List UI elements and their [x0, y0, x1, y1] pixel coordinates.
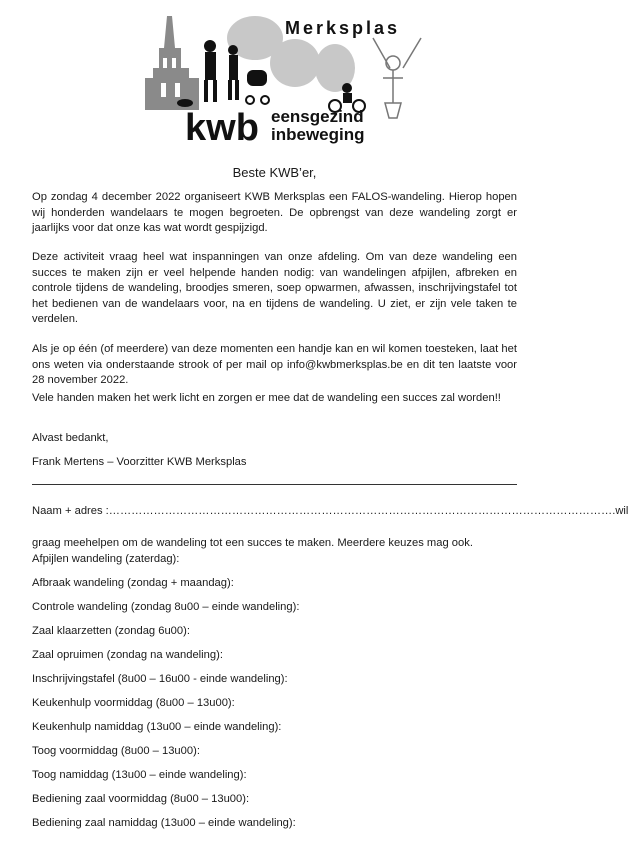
option-afbraak[interactable]: Afbraak wandeling (zondag + maandag):: [32, 577, 234, 589]
cut-line: [32, 484, 517, 485]
paragraph-intro: Op zondag 4 december 2022 organiseert KWB Merksplas een FALOS-wandeling. Hierop hopen wij honderden wandelaars te mogen begroeten. De opbrengst van deze wandeling zorgt er jaarlijks voor dat onze kas wat wordt gespijzigd.: [32, 191, 517, 234]
church-illustration: [145, 16, 199, 110]
paragraph-closing: Vele handen maken het werk licht en zorgen er mee dat de wandeling een succes zal worden!!: [32, 392, 501, 404]
name-address-field[interactable]: Naam + adres :……………………………………………………………………………………………………………………….wil: [32, 505, 628, 517]
option-keukenhulp-namiddag[interactable]: Keukenhulp namiddag (13u00 – einde wandeling):: [32, 721, 282, 733]
help-text: graag meehelpen om de wandeling tot een succes te maken. Meerdere keuzes mag ook.: [32, 537, 473, 549]
option-zaal-klaarzetten[interactable]: Zaal klaarzetten (zondag 6u00):: [32, 625, 190, 637]
option-bediening-namiddag[interactable]: Bediening zaal namiddag (13u00 – einde wandeling):: [32, 817, 296, 829]
logo-tag1: eensgezind: [271, 107, 364, 126]
paragraph-activity: Deze activiteit vraag heel wat inspanningen van onze afdeling. Om van deze wandeling een succes te maken zijn er veel helpende handen nodig: van wandelingen afpijlen, afbreken en controle tijdens de wandeling, broodjes smeren, soep opwarmen, afwassen, inschrijvingstafel tot het bedienen van de wandelaars voor, na en tijdens de wandeling. U ziet, er zijn vele taken te verdelen.: [32, 251, 517, 325]
logo-town: Merksplas: [285, 18, 401, 38]
kwb-logo: [145, 8, 435, 148]
option-toog-namiddag[interactable]: Toog namiddag (13u00 – einde wandeling):: [32, 769, 247, 781]
signature: Frank Mertens – Voorzitter KWB Merksplas: [32, 456, 247, 468]
greeting: Beste KWB’er,: [232, 165, 317, 180]
option-afpijlen[interactable]: Afpijlen wandeling (zaterdag):: [32, 553, 180, 565]
option-zaal-opruimen[interactable]: Zaal opruimen (zondag na wandeling):: [32, 649, 223, 661]
option-toog-voormiddag[interactable]: Toog voormiddag (8u00 – 13u00):: [32, 745, 200, 757]
statue-illustration: [373, 38, 421, 118]
logo-brand: kwb: [185, 107, 259, 149]
option-bediening-voormiddag[interactable]: Bediening zaal voormiddag (8u00 – 13u00):: [32, 793, 250, 805]
option-controle[interactable]: Controle wandeling (zondag 8u00 – einde wandeling):: [32, 601, 300, 613]
paragraph-contact: Als je op één (of meerdere) van deze momenten een handje kan en wil komen toesteken, laat het ons weten via onderstaande strook of per mail op info@kwbmerksplas.be en dit ten laatste voor 28 november 2022.: [32, 343, 517, 386]
option-keukenhulp-voormiddag[interactable]: Keukenhulp voormiddag (8u00 – 13u00):: [32, 697, 235, 709]
thanks-text: Alvast bedankt,: [32, 432, 109, 444]
option-inschrijvingstafel[interactable]: Inschrijvingstafel (8u00 – 16u00 - einde wandeling):: [32, 673, 288, 685]
logo-tag2: inbeweging: [271, 125, 365, 144]
